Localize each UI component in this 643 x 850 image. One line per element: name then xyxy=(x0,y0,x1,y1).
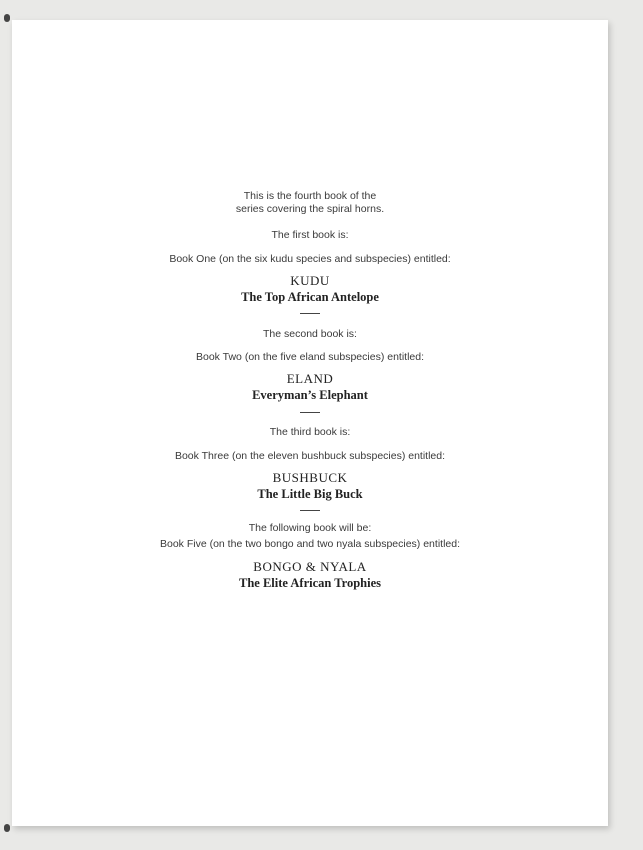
book-2-description: Book Two (on the five eland subspecies) entitled: xyxy=(195,351,425,363)
book-5-description: Book Five (on the two bongo and two nyala subspecies) entitled: xyxy=(159,538,460,550)
book-3-label: The third book is: xyxy=(269,426,351,438)
book-1-divider xyxy=(300,313,320,314)
book-5-subtitle: The Elite African Trophies xyxy=(238,576,382,590)
book-3-title: BUSHBUCK xyxy=(272,470,348,485)
intro-text xyxy=(12,190,608,216)
book-2-title: ELAND xyxy=(286,371,334,386)
book-2-label: The second book is: xyxy=(263,328,357,340)
book-3-subtitle: The Little Big Buck xyxy=(257,487,363,501)
book-1-description: Book One (on the six kudu species and subspecies) entitled: xyxy=(169,253,451,265)
book-3-divider xyxy=(300,510,320,511)
intro-line-2: series covering the spiral horns. xyxy=(235,203,385,215)
book-5-label: The following book will be: xyxy=(248,522,372,534)
book-2-subtitle: Everyman’s Elephant xyxy=(252,388,368,402)
book-1-title: KUDU xyxy=(290,273,330,288)
intro-line-1: This is the fourth book of the xyxy=(243,190,377,202)
book-2-divider xyxy=(300,412,320,413)
binding-mark-top xyxy=(4,14,10,22)
book-page xyxy=(12,20,608,826)
book-3-description: Book Three (on the eleven bushbuck subspecies) entitled: xyxy=(174,450,446,462)
book-1-label: The first book is: xyxy=(271,229,349,241)
book-1-subtitle: The Top African Antelope xyxy=(241,290,379,304)
binding-mark-bottom xyxy=(4,824,10,832)
book-5-title: BONGO & NYALA xyxy=(253,559,367,574)
